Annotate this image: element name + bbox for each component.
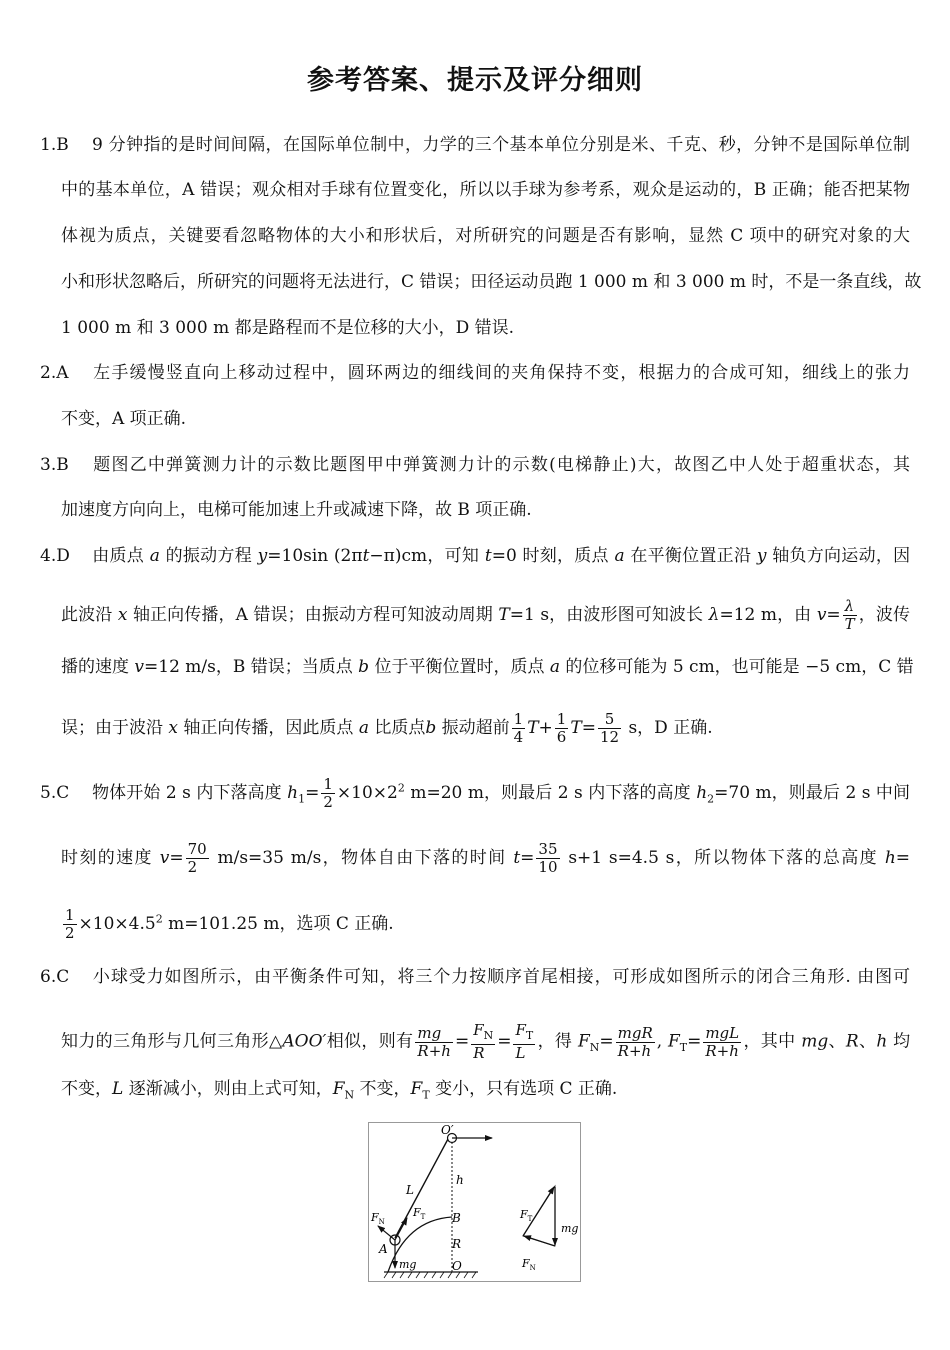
triangle-label-fn: $F_N$	[522, 1257, 536, 1272]
answer-2-number: 2.A	[40, 363, 69, 383]
answer-4-line-1: 4.D 由质点 a 的振动方程 y=10sin (2πt−π)cm，可知 t=0 时刻，质点 a 在平衡位置正沿 y 轴负方向运动，因	[40, 546, 911, 566]
page-title: 参考答案、提示及评分细则	[307, 65, 643, 96]
answer-1-line-3: 体视为质点，关键要看忽略物体的大小和形状后，对所研究的问题是否有影响，显然 C 项中的研究对象的大	[61, 226, 910, 246]
answer-6-line-3: 不变，L 逐渐减小，则由上式可知，$F_N$ 不变，$F_T$ 变小，只有选项 C 正确.	[61, 1079, 618, 1102]
answer-2-line-2: 不变，A 项正确.	[61, 409, 187, 429]
triangle-label-mg: mg	[561, 1222, 579, 1235]
answer-1-line-2: 中的基本单位，A 错误；观众相对手球有位置变化，所以以手球为参考系，观众是运动的，B 正确；能否把某物	[61, 180, 910, 200]
label-fn: $F_N$	[371, 1211, 385, 1226]
answer-3-line-1: 3.B 题图乙中弹簧测力计的示数比题图甲中弹簧测力计的示数(电梯静止)大，故图乙中人处于超重状态，其	[40, 455, 910, 475]
answer-1-number: 1.B	[40, 135, 69, 155]
answer-1-line-4: 小和形状忽略后，所研究的问题将无法进行，C 错误；田径运动员跑 1 000 m 和 3 000 m 时，不是一条直线，故	[61, 272, 922, 292]
answer-3-line-2: 加速度方向向上，电梯可能加速上升或减速下降，故 B 项正确.	[61, 500, 532, 520]
triangle-label-ft: $F_T$	[520, 1208, 533, 1223]
label-h: h	[456, 1173, 464, 1187]
label-mg-left: mg	[399, 1258, 417, 1271]
answer-1-line-1: 1.B 9 分钟指的是时间间隔，在国际单位制中，力学的三个基本单位分别是米、千克、秒，分钟不是国际单位制	[40, 135, 910, 155]
answer-6-line-2: 知力的三角形与几何三角形△AOO′相似，则有 $\frac{mg}{R+h}$ = $\frac{F_N}{R}$ = $\frac{F_T}{L}$ ，得 $F_N=$ $\frac{\text{mgR}}{R+h}$ , $F_T=$ $\frac{\text{mgL}}{R+h}$ ，其中 mg、R、h 均	[61, 1021, 911, 1062]
label-a: A	[379, 1242, 388, 1256]
answer-5-number: 5.C	[40, 783, 70, 803]
answer-6-number: 6.C	[40, 967, 70, 987]
label-o-prime: O′	[441, 1123, 454, 1137]
answer-4-number: 4.D	[40, 546, 70, 566]
answer-4-line-4: 误；由于波沿 x 轴正向传播，因此质点 a 比质点b 振动超前 $\frac{1}{4}$ T+ $\frac{1}{6}$ T= $\frac{5}{12}$ s，D 正确.	[61, 710, 713, 746]
label-ft: $F_T$	[413, 1206, 426, 1221]
label-b: B	[452, 1211, 461, 1225]
label-l: L	[406, 1183, 414, 1197]
answer-5-line-2: 时刻的速度 v= $\frac{70}{2}$ m/s=35 m/s，物体自由下落的时间 t= $\frac{35}{10}$ s+1 s=4.5 s，所以物体下落的总高度 h=	[61, 840, 911, 876]
force-diagram-figure	[368, 1122, 581, 1282]
answer-3-number: 3.B	[40, 455, 69, 475]
answer-4-line-3: 播的速度 v=12 m/s，B 错误；当质点 b 位于平衡位置时，质点 a 的位移可能为 5 cm，也可能是 −5 cm，C 错	[61, 657, 914, 677]
answer-6-line-1: 6.C 小球受力如图所示，由平衡条件可知，将三个力按顺序首尾相接，可形成如图所示的闭合三角形. 由图可	[40, 967, 910, 987]
answer-5-line-1: 5.C 物体开始 2 s 内下落高度 $h_1=$ $\frac{1}{2}$ $\times 10\times 2^2$ m=20 m，则最后 2 s 内下落的高度 $h_2=70$ m，则最后 2 s 中间	[40, 775, 911, 811]
answer-2-line-1: 2.A 左手缓慢竖直向上移动过程中，圆环两边的细线间的夹角保持不变，根据力的合成可知，细线上的张力	[40, 363, 910, 383]
answer-4-line-2: 此波沿 x 轴正向传播，A 错误；由振动方程可知波动周期 T=1 s，由波形图可知波长 λ=12 m，由 v= $\frac{\lambda}{T}$ ，波传	[61, 597, 911, 633]
label-o: O	[452, 1259, 462, 1273]
answer-5-line-3: $\frac{1}{2}$ $\times 10\times 4.5^2$ m=101.25 m，选项 C 正确.	[65, 906, 394, 942]
label-r: R	[452, 1237, 462, 1251]
answer-1-line-5: 1 000 m 和 3 000 m 都是路程而不是位移的大小，D 错误.	[61, 318, 515, 338]
